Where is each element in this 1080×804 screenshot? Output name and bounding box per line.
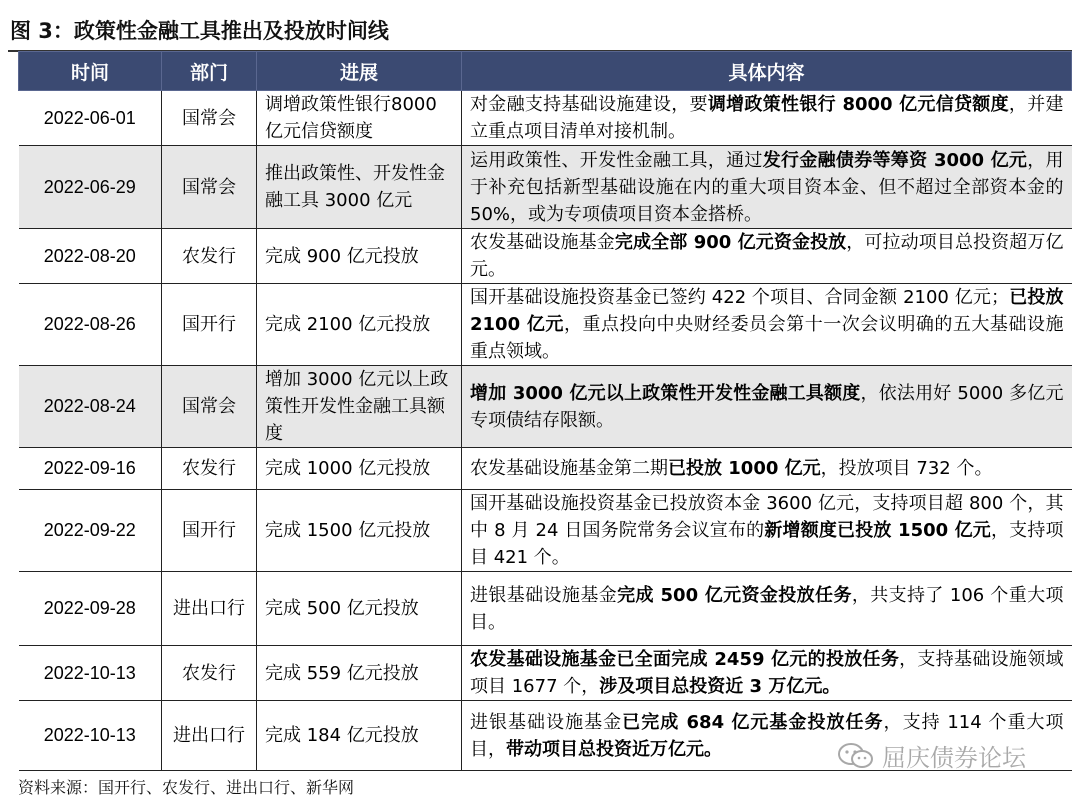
detail-text: ，并建立重点项目清单对接机制。 (470, 94, 1064, 142)
detail-text: ，支持 114 个重大项目， (470, 711, 1064, 760)
row-department: 农发行 (162, 646, 257, 701)
row-progress: 完成 2100 亿元投放 (257, 284, 462, 366)
row-department: 国开行 (162, 284, 257, 366)
detail-highlight: 已投放 2100 亿元 (470, 287, 1064, 335)
table-row (19, 229, 1072, 284)
row-date: 2022-06-01 (19, 91, 162, 146)
column-header-dept: 部门 (162, 52, 257, 91)
row-department: 农发行 (162, 448, 257, 490)
table-row (19, 448, 1072, 490)
detail-text: ，可拉动项目总投资超万亿元。 (470, 232, 1064, 280)
table-row (19, 146, 1072, 229)
timeline-table (18, 51, 1072, 771)
table-row (19, 490, 1072, 572)
row-detail (462, 91, 1072, 146)
table-body (19, 91, 1072, 771)
row-progress: 完成 500 亿元投放 (257, 572, 462, 646)
row-department: 进出口行 (162, 701, 257, 771)
row-date: 2022-08-26 (19, 284, 162, 366)
row-detail (462, 572, 1072, 646)
row-progress: 完成 184 亿元投放 (257, 701, 462, 771)
row-date: 2022-06-29 (19, 146, 162, 229)
detail-highlight: 完成 500 亿元资金投放任务 (617, 584, 852, 606)
detail-text: ，支持基础设施领域项目 1677 个， (470, 649, 1064, 697)
row-detail (462, 366, 1072, 448)
row-progress: 调增政策性银行8000亿元信贷额度 (257, 91, 462, 146)
table-row (19, 572, 1072, 646)
detail-highlight: 已完成 684 亿元基金投放任务 (622, 711, 884, 733)
row-date: 2022-09-28 (19, 572, 162, 646)
detail-text: 进银基础设施基金 (470, 711, 623, 733)
row-detail (462, 229, 1072, 284)
table-row (19, 284, 1072, 366)
detail-text: 对金融支持基础设施建设，要 (470, 94, 708, 115)
detail-text: 运用政策性、开发性金融工具，通过 (470, 149, 763, 171)
detail-text: ，依法用好 5000 多亿元专项债结存限额。 (470, 382, 1064, 431)
detail-highlight: 涉及项目总投资近 3 万亿元。 (599, 676, 841, 697)
column-header-date: 时间 (19, 52, 162, 91)
row-date: 2022-09-22 (19, 490, 162, 572)
detail-text: ，重点投向中央财经委员会第十一次会议明确的五大基础设施重点领域。 (470, 314, 1064, 362)
detail-highlight: 增加 3000 亿元以上政策性开发性金融工具额度 (470, 382, 861, 404)
row-progress: 完成 559 亿元投放 (257, 646, 462, 701)
row-progress: 完成 900 亿元投放 (257, 229, 462, 284)
detail-text: ，共支持了 106 个重大项目。 (470, 584, 1064, 633)
row-department: 进出口行 (162, 572, 257, 646)
detail-text: 农发基础设施基金 (470, 232, 615, 253)
detail-highlight: 调增政策性银行 8000 亿元信贷额度 (707, 94, 1009, 115)
table-row (19, 366, 1072, 448)
row-department: 农发行 (162, 229, 257, 284)
detail-text: 国开基础设施投资基金已签约 422 个项目、合同金额 2100 亿元； (470, 287, 1010, 308)
column-header-detail: 具体内容 (462, 52, 1072, 91)
column-header-progress: 进展 (257, 52, 462, 91)
row-date: 2022-08-20 (19, 229, 162, 284)
row-progress: 增加 3000 亿元以上政策性开发性金融工具额度 (257, 366, 462, 448)
detail-highlight: 已投放 1000 亿元 (668, 458, 821, 479)
detail-highlight: 完成全部 900 亿元资金投放 (614, 232, 847, 253)
detail-highlight: 带动项目总投资近万亿元。 (506, 738, 722, 760)
row-date: 2022-09-16 (19, 448, 162, 490)
table-row (19, 646, 1072, 701)
row-detail (462, 490, 1072, 572)
detail-highlight: 发行金融债券等筹资 3000 亿元 (762, 149, 1028, 171)
row-detail (462, 146, 1072, 229)
detail-text: 进银基础设施基金 (470, 584, 618, 606)
detail-text: ，投放项目 732 个。 (820, 458, 993, 479)
figure-title: 图 3：政策性金融工具推出及投放时间线 (10, 19, 389, 43)
row-department: 国常会 (162, 366, 257, 448)
row-detail (462, 284, 1072, 366)
row-detail (462, 646, 1072, 701)
source-note: 资料来源：国开行、农发行、进出口行、新华网 (18, 778, 355, 797)
row-progress: 完成 1000 亿元投放 (257, 448, 462, 490)
row-date: 2022-10-13 (19, 646, 162, 701)
row-department: 国开行 (162, 490, 257, 572)
row-department: 国常会 (162, 91, 257, 146)
watermark (836, 738, 1026, 773)
wechat-icon (836, 741, 876, 771)
table-row (19, 91, 1072, 146)
detail-text: ，用于补充包括新型基础设施在内的重大项目资本金、但不超过全部资本金的 50%，或为专项债项目资本金搭桥。 (470, 149, 1064, 225)
row-date: 2022-10-13 (19, 701, 162, 771)
detail-highlight: 新增额度已投放 1500 亿元 (764, 520, 991, 541)
watermark-text: 屈庆债券论坛 (882, 744, 1026, 772)
row-date: 2022-08-24 (19, 366, 162, 448)
row-detail (462, 448, 1072, 490)
table-header-row (19, 52, 1072, 91)
row-department: 国常会 (162, 146, 257, 229)
row-progress: 完成 1500 亿元投放 (257, 490, 462, 572)
detail-text: ，支持项目 421 个。 (470, 520, 1064, 568)
row-progress: 推出政策性、开发性金融工具 3000 亿元 (257, 146, 462, 229)
detail-text: 国开基础设施投资基金已投放资本金 3600 亿元，支持项目超 800 个，其中 8 月 24 日国务院常务会议宣布的 (470, 493, 1064, 541)
detail-text: 农发基础设施基金第二期 (470, 458, 668, 479)
detail-highlight: 农发基础设施基金已全面完成 2459 亿元的投放任务 (470, 649, 900, 670)
